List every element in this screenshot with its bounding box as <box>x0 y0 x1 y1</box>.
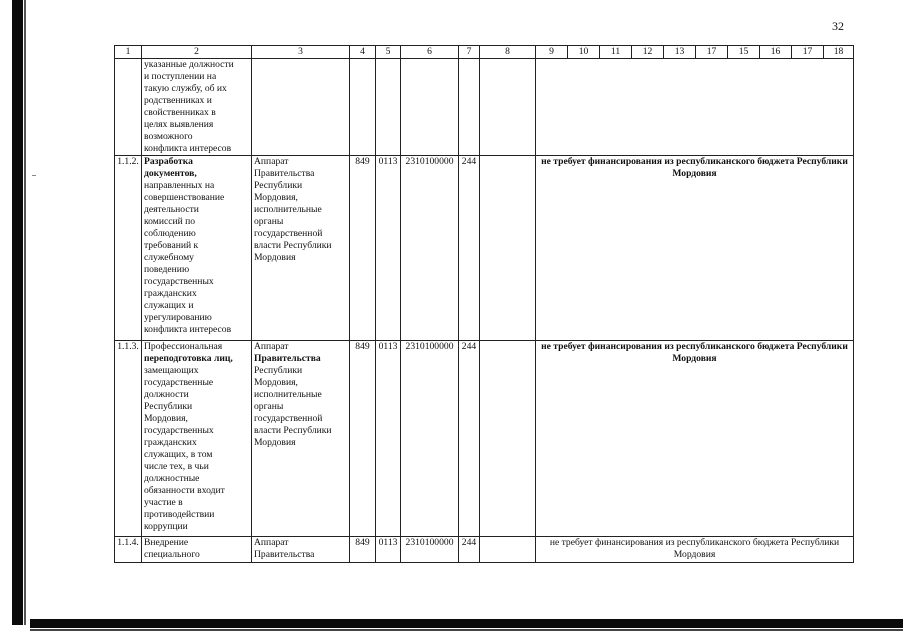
row-financing-note: не требует финансирования из республиканского бюджета Республики Мордовия <box>536 341 854 537</box>
cell-text-line: целях выявления <box>144 119 214 130</box>
cell-text-line: Правительства <box>254 549 315 560</box>
header-cell: 17 <box>792 46 824 59</box>
table-row <box>115 59 854 156</box>
cell-text-line: замещающих <box>144 365 199 376</box>
row-code-5: 0113 <box>376 537 401 563</box>
row-code-4 <box>350 59 376 156</box>
cell-text-line: должности <box>144 389 189 400</box>
page-number: 32 <box>832 19 844 33</box>
row-organization <box>252 156 350 341</box>
row-code-6: 2310100000 <box>401 156 459 341</box>
cell-text-line: Аппарат <box>254 341 289 352</box>
row-code-8 <box>480 156 536 341</box>
row-code-4: 849 <box>350 537 376 563</box>
row-code-5 <box>376 59 401 156</box>
cell-text-line: документов, <box>144 168 197 179</box>
cell-text-line: Мордовия, <box>254 377 298 388</box>
header-cell: 5 <box>376 46 401 59</box>
row-organization <box>252 59 350 156</box>
cell-text-line: урегулированию <box>144 312 212 323</box>
cell-text-line: Мордовия <box>254 437 296 448</box>
scan-bottom-border-line <box>30 629 903 631</box>
row-code-7: 244 <box>459 341 480 537</box>
table-header-row <box>115 46 854 59</box>
cell-text-line: Разработка <box>144 156 193 167</box>
cell-text-line: совершенствование <box>144 192 225 203</box>
cell-text-line: Мордовия, <box>254 192 298 203</box>
header-cell: 11 <box>600 46 632 59</box>
header-cell: 3 <box>252 46 350 59</box>
row-code-4: 849 <box>350 156 376 341</box>
scan-margin-mark <box>32 175 36 176</box>
header-cell: 2 <box>142 46 252 59</box>
cell-text-line: переподготовка лиц, <box>144 353 233 364</box>
header-cell: 6 <box>401 46 459 59</box>
cell-text-line: указанные должности <box>144 59 234 70</box>
row-code-8 <box>480 59 536 156</box>
table-row <box>115 341 854 537</box>
cell-text-line: соблюдению <box>144 228 196 239</box>
header-cell: 18 <box>824 46 854 59</box>
cell-text-line: Республики <box>144 401 193 412</box>
row-code-5: 0113 <box>376 341 401 537</box>
cell-text-line: комиссий по <box>144 216 196 227</box>
row-name <box>142 59 252 156</box>
header-cell: 12 <box>632 46 664 59</box>
row-financing-note: не требует финансирования из республиканского бюджета Республики Мордовия <box>536 537 854 563</box>
cell-text-line: направленных на <box>144 180 215 191</box>
cell-text-line: служащих, в том <box>144 449 213 460</box>
cell-text-line: должностные <box>144 473 200 484</box>
header-cell: 8 <box>480 46 536 59</box>
table-row <box>115 537 854 563</box>
cell-text-line: власти Республики <box>254 240 332 251</box>
cell-text-line: Аппарат <box>254 537 289 548</box>
row-organization <box>252 537 350 563</box>
cell-text-line: служебному <box>144 252 194 263</box>
cell-text-line: специального <box>144 549 200 560</box>
cell-text-line: требований к <box>144 240 199 251</box>
row-number: 1.1.3. <box>115 341 142 537</box>
cell-text-line: конфликта интересов <box>144 324 232 335</box>
cell-text-line: Мордовия, <box>144 413 188 424</box>
cell-text-line: органы <box>254 401 284 412</box>
cell-text-line: Республики <box>254 180 303 191</box>
row-number: 1.1.4. <box>115 537 142 563</box>
row-code-6: 2310100000 <box>401 537 459 563</box>
cell-text-line: государственной <box>254 413 323 424</box>
cell-text-line: возможного <box>144 131 193 142</box>
header-cell: 7 <box>459 46 480 59</box>
row-organization <box>252 341 350 537</box>
row-code-8 <box>480 341 536 537</box>
cell-text-line: Правительства <box>254 353 321 364</box>
scan-left-border <box>12 0 23 625</box>
cell-text-line: власти Республики <box>254 425 332 436</box>
cell-text-line: Аппарат <box>254 156 289 167</box>
cell-text-line: такую службу, об их <box>144 83 227 94</box>
header-cell: 15 <box>728 46 760 59</box>
cell-text-line: служащих и <box>144 300 194 311</box>
scan-left-border-line <box>24 0 26 625</box>
cell-text-line: гражданских <box>144 437 197 448</box>
cell-text-line: государственной <box>254 228 323 239</box>
header-cell: 16 <box>760 46 792 59</box>
row-name <box>142 341 252 537</box>
row-number <box>115 59 142 156</box>
header-cell: 4 <box>350 46 376 59</box>
row-name <box>142 156 252 341</box>
budget-table <box>114 45 854 563</box>
cell-text-line: родственниках и <box>144 95 212 106</box>
header-cell: 13 <box>664 46 696 59</box>
header-cell: 10 <box>568 46 600 59</box>
row-name <box>142 537 252 563</box>
cell-text-line: участие в <box>144 497 183 508</box>
cell-text-line: конфликта интересов <box>144 143 232 154</box>
table-row <box>115 156 854 341</box>
cell-text-line: Профессиональная <box>144 341 223 352</box>
cell-text-line: свойственниках в <box>144 107 216 118</box>
cell-text-line: государственных <box>144 425 214 436</box>
cell-text-line: числе тех, в чьи <box>144 461 209 472</box>
cell-text-line: гражданских <box>144 288 197 299</box>
row-code-7 <box>459 59 480 156</box>
header-cell: 9 <box>536 46 568 59</box>
cell-text-line: исполнительные <box>254 204 322 215</box>
row-financing-note: не требует финансирования из республиканского бюджета Республики Мордовия <box>536 156 854 341</box>
cell-text-line: Правительства <box>254 168 315 179</box>
cell-text-line: органы <box>254 216 284 227</box>
cell-text-line: Республики <box>254 365 303 376</box>
cell-text-line: поведению <box>144 264 190 275</box>
row-code-5: 0113 <box>376 156 401 341</box>
row-number: 1.1.2. <box>115 156 142 341</box>
row-code-4: 849 <box>350 341 376 537</box>
row-code-7: 244 <box>459 537 480 563</box>
cell-text-line: коррупции <box>144 521 188 532</box>
cell-text-line: государственные <box>144 377 214 388</box>
cell-text-line: и поступлении на <box>144 71 217 82</box>
cell-text-line: противодействии <box>144 509 215 520</box>
row-code-8 <box>480 537 536 563</box>
scan-bottom-border <box>30 619 903 628</box>
row-code-7: 244 <box>459 156 480 341</box>
cell-text-line: исполнительные <box>254 389 322 400</box>
cell-text-line: государственных <box>144 276 214 287</box>
cell-text-line: Внедрение <box>144 537 189 548</box>
cell-text-line: Мордовия <box>254 252 296 263</box>
row-code-6 <box>401 59 459 156</box>
header-cell: 1 <box>115 46 142 59</box>
header-cell: 17 <box>696 46 728 59</box>
row-financing-note <box>536 59 854 156</box>
row-code-6: 2310100000 <box>401 341 459 537</box>
cell-text-line: деятельности <box>144 204 199 215</box>
cell-text-line: обязанности входит <box>144 485 225 496</box>
